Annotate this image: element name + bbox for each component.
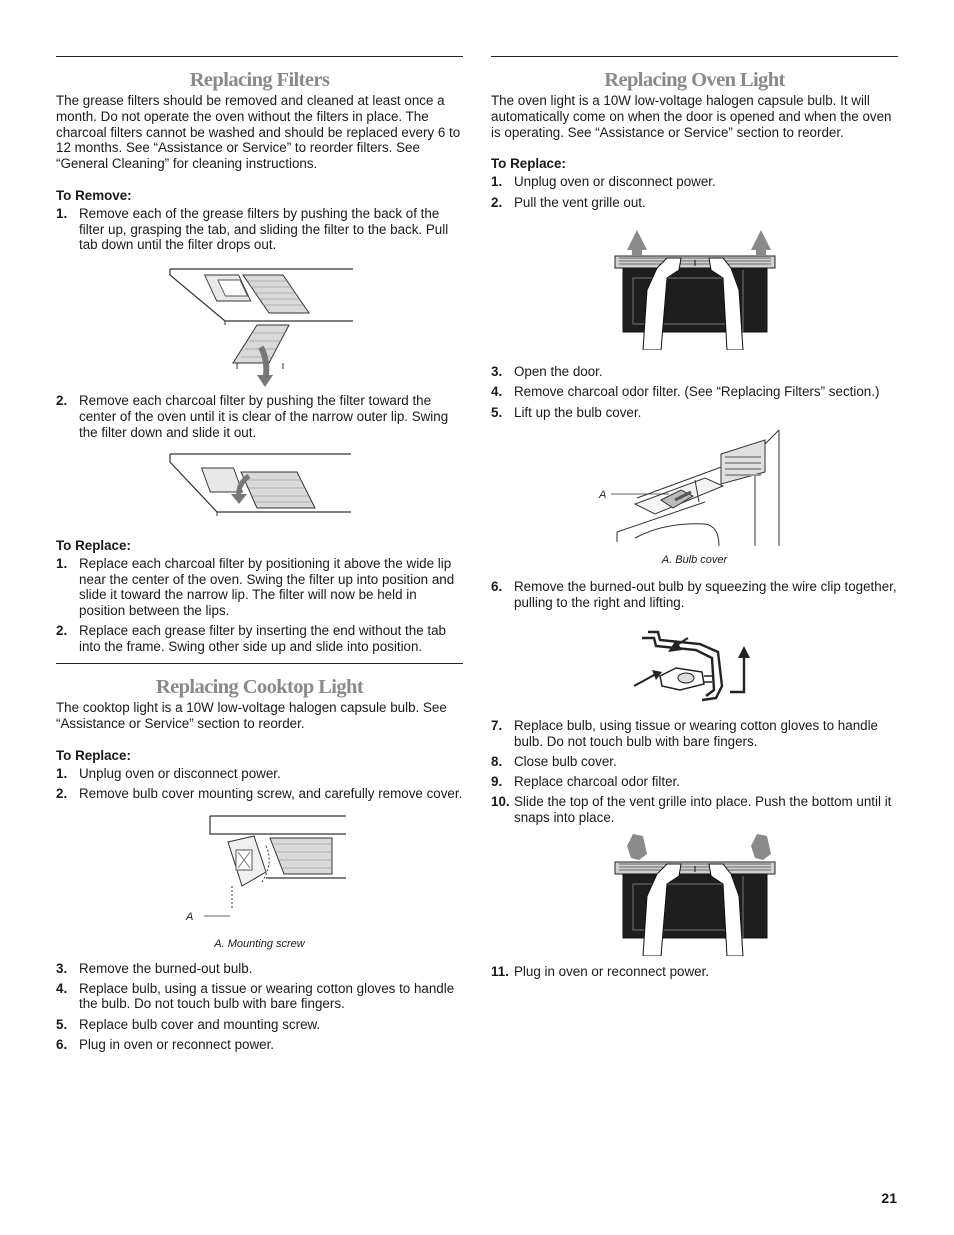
step-text: Pull the vent grille out. [514,194,646,210]
step-number: 2. [56,623,68,639]
vent-grille-removal-illustration [607,226,783,350]
oven-steps-a [491,174,898,210]
step-text: Unplug oven or disconnect power. [79,765,281,781]
step-text: Close bulb cover. [514,754,617,770]
charcoal-filter-removal-illustration [165,450,355,522]
step-number: 6. [491,579,503,595]
step-number: 5. [56,1016,68,1032]
cooktop-to-replace-heading: To Replace: [56,747,131,763]
list-item [491,579,898,610]
cooktop-bulb-cover-illustration [170,812,350,924]
remove-steps-1 [56,206,463,253]
step-text: Slide the top of the vent grille into place. Push the bottom until it snaps into place. [514,794,892,826]
step-text: Remove each of the grease filters by pushing the back of the filter up, grasping the tab, and sliding the filter to the back. Pull tab down until the filter drops out. [79,205,449,253]
list-item [56,961,463,977]
filter-replace-steps [56,556,463,654]
left-column [56,56,463,1052]
list-item [56,786,463,802]
step-number: 2. [56,393,68,409]
step-number: 2. [491,194,503,210]
list-item [56,623,463,654]
oven-steps-e [491,964,898,980]
figure-label-a: A [598,489,606,502]
step-text: Replace charcoal odor filter. [514,774,680,790]
step-text: Replace bulb, using tissue or wearing cotton gloves to handle bulb. Do not touch bulb with bare fingers. [514,718,879,749]
step-number: 3. [56,960,68,976]
list-item [491,364,898,380]
list-item [56,766,463,782]
step-text: Lift up the bulb cover. [514,404,642,420]
replacing-filters-heading: Replacing Filters [189,69,330,91]
section-divider [491,56,898,57]
step-text: Remove the burned-out bulb. [79,960,253,976]
step-text: Replace bulb cover and mounting screw. [79,1016,321,1032]
list-item [56,981,463,1012]
bulb-clip-removal-illustration [630,626,760,706]
step-text: Remove the burned-out bulb by squeezing the wire clip together, pulling to the right and lifting. [514,579,897,610]
step-text: Plug in oven or reconnect power. [79,1036,275,1052]
page-number: 21 [881,1190,897,1206]
list-item [56,206,463,253]
oven-intro: The oven light is a 10W low-voltage halogen capsule bulb. It will automatically come on when the door is opened and when the oven is operating. See “Assistance or Service” section to reorder. [491,93,892,140]
step-number: 1. [56,765,68,781]
list-item [491,718,898,749]
step-number: 3. [491,364,503,380]
list-item [491,174,898,190]
oven-bulb-cover-illustration [595,428,795,546]
cooktop-intro: The cooktop light is a 10W low-voltage halogen capsule bulb. See “Assistance or Service” section to reorder. [56,700,447,732]
oven-steps-b [491,364,898,420]
oven-steps-c [491,579,898,610]
oven-steps-d [491,718,898,825]
bulb-cover-caption: A. Bulb cover [661,554,728,567]
to-replace-heading: To Replace: [56,538,131,554]
filters-intro: The grease filters should be removed and cleaned at least once a month. Do not operate the oven without the filters in place. The charcoal filters cannot be washed and should be replaced every 6 to 12 months. See “Assistance or Service” to reorder filters. See “General Cleaning” for cleaning instructions. [56,93,461,172]
step-number: 7. [491,718,503,734]
step-text: Remove bulb cover mounting screw, and carefully remove cover. [79,786,463,802]
list-item [491,195,898,211]
step-text: Open the door. [514,364,603,380]
step-number: 4. [56,980,68,996]
cooktop-steps-b [56,961,463,1053]
replacing-cooktop-light-heading: Replacing Cooktop Light [155,676,364,699]
mounting-screw-caption: A. Mounting screw [214,937,305,950]
step-number: 6. [56,1036,68,1052]
step-text: Replace each grease filter by inserting the end without the tab into the frame. Swing other side up and slide into position. [79,623,446,654]
list-item [491,794,898,825]
step-number: 8. [491,754,503,770]
step-number: 4. [491,384,503,400]
list-item [56,393,463,440]
step-text: Plug in oven or reconnect power. [514,963,710,979]
replacing-oven-light-heading: Replacing Oven Light [604,69,785,91]
vent-grille-install-illustration [607,832,783,956]
step-number: 1. [56,556,68,572]
list-item [491,774,898,790]
list-item [491,964,898,980]
list-item [56,1037,463,1053]
step-number: 1. [56,205,68,221]
step-text: Remove charcoal odor filter. (See “Replacing Filters” section.) [514,384,880,400]
cooktop-steps-a [56,766,463,802]
step-text: Replace each charcoal filter by positioning it above the wide lip near the center of the oven. Swing the filter up into position and slide it toward the narrow lip. The filter will now be held in position between the lips. [79,556,455,618]
step-number: 9. [491,774,503,790]
list-item [56,1017,463,1033]
step-number: 11. [491,963,509,979]
list-item [491,754,898,770]
step-number: 2. [56,786,68,802]
section-divider [56,663,463,664]
to-remove-heading: To Remove: [56,187,132,203]
step-text: Unplug oven or disconnect power. [514,174,716,190]
step-number: 10. [491,794,510,810]
step-text: Replace bulb, using a tissue or wearing cotton gloves to handle the bulb. Do not touch bulb with bare fingers. [79,980,455,1012]
section-divider [56,56,463,57]
step-number: 5. [491,404,503,420]
step-number: 1. [491,174,503,190]
figure-label-a: A [185,910,193,923]
step-text: Remove each charcoal filter by pushing the filter toward the center of the oven until it is clear of the narrow outer lip. Swing the filter down and slide it out. [79,393,449,440]
list-item [491,384,898,400]
right-column [491,56,898,979]
list-item [491,405,898,421]
list-item [56,556,463,618]
grease-filter-removal-illustration [165,263,355,389]
remove-steps-2 [56,393,463,440]
oven-to-replace-heading: To Replace: [491,156,566,172]
